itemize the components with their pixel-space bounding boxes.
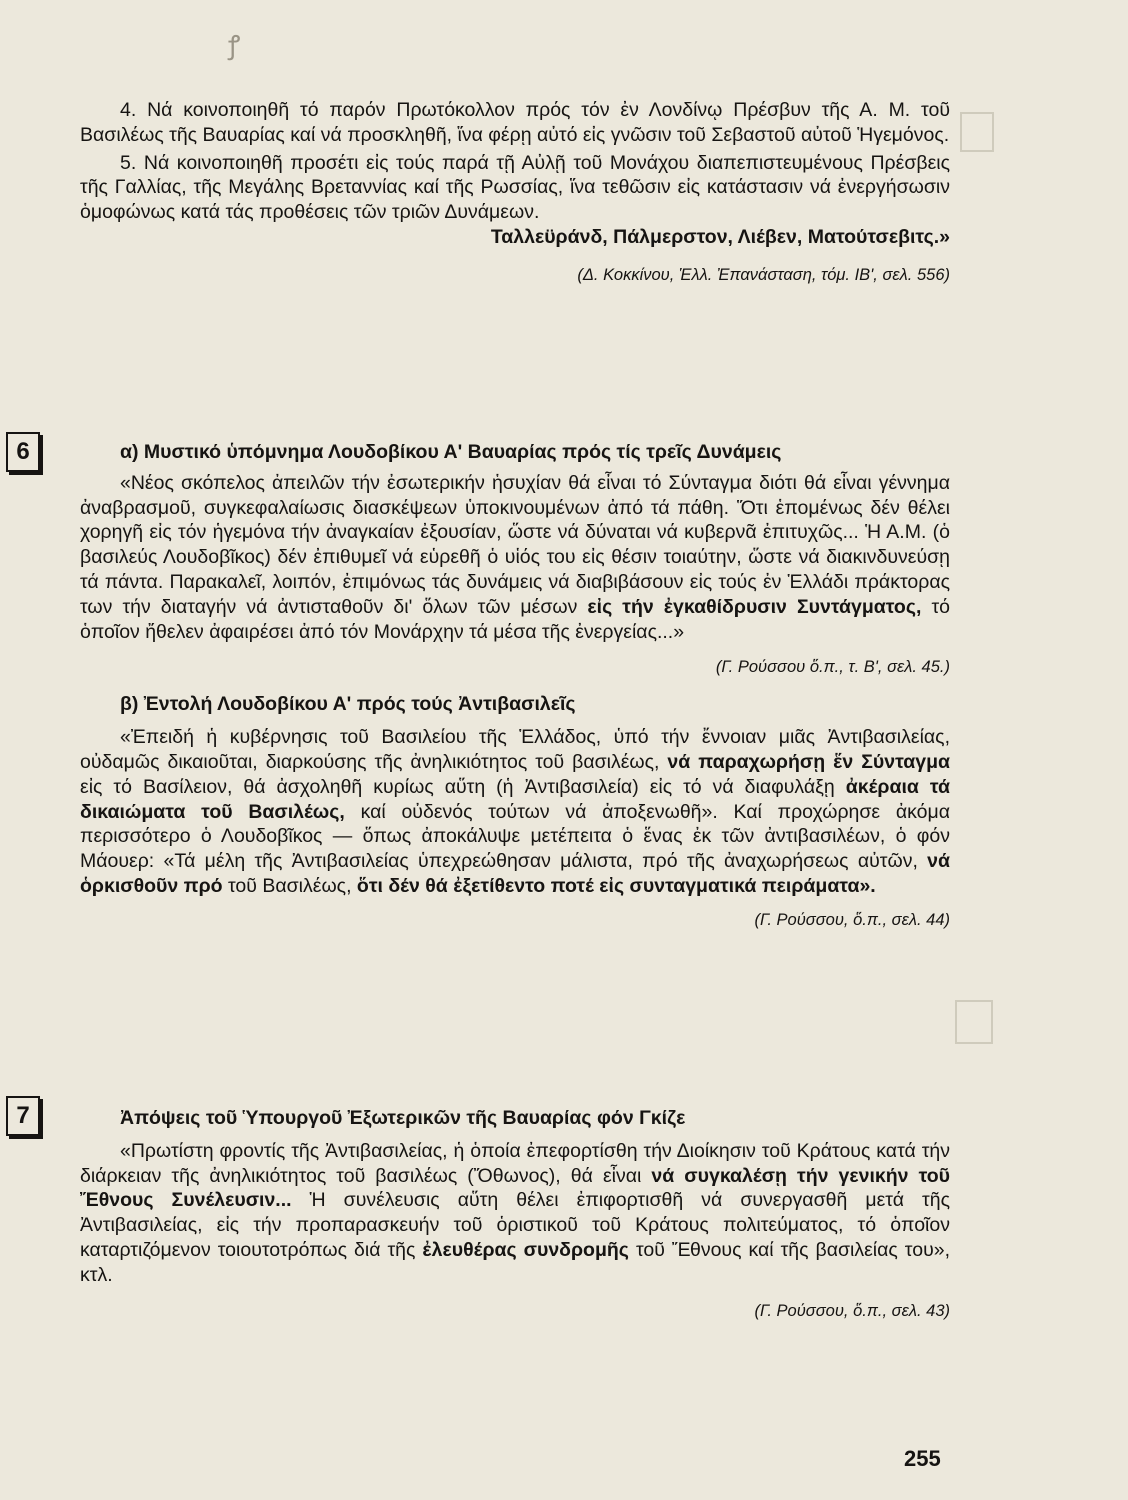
section-6b-bold-4: ὅτι δέν θά ἐξετίθεντο ποτέ εἰς συνταγματικά πειράματα». [356, 874, 876, 897]
section-6b-text-4: τοῦ Βασιλέως, [228, 874, 352, 897]
section-6a-text-end: τό ὁποῖον ἤθελεν ἀφαιρέσει ἀπό τόν Μονάρχην τά μέσα τῆς ἐνεργείας...» [80, 595, 951, 643]
section-6b-heading: β) Ἐντολή Λουδοβίκου Α' πρός τούς Ἀντιβασιλεῖς [120, 693, 576, 716]
bleed-box-8 [960, 112, 994, 152]
section-number-7: 7 [6, 1096, 40, 1136]
section-7-text-2: Ἡ συνέλευσις αὕτη θέλει ἐπιφορτισθῆ νά συνεργασθῆ μετά τῆς Ἀντιβασιλείας, εἰς τήν προπαρασκευήν τοῦ ὁριστικοῦ τοῦ Κράτους πολιτεύματος, τό ὁποῖον καταρτιζόμενον τοιουτοτρόπως διά τῆς [80, 1189, 950, 1261]
section-6a-bold: εἰς τήν ἐγκαθίδρυσιν Συντάγματος, [587, 595, 922, 618]
citation-7: (Γ. Ρούσσου, ὅ.π., σελ. 43) [754, 1301, 950, 1320]
section-7-bold-1: νά συγκαλέσῃ τήν γενικήν τοῦ Ἔθνους Συνέλευσιν... [80, 1164, 950, 1212]
signatures: Ταλλεϋράνδ, Πάλμερστον, Λιέβεν, Ματούτσεβιτς.» [490, 225, 950, 248]
bleed-box-9 [955, 1000, 993, 1044]
section-6 [80, 440, 950, 931]
section-7-text-3: τοῦ Ἔθνους καί τῆς βασιλείας του», κτλ. [80, 1238, 950, 1286]
protocol-item-4: 4. Νά κοινοποιηθῆ τό παρόν Πρωτόκολλον πρός τόν ἐν Λονδίνῳ Πρέσβυν τῆς Α. Μ. τοῦ Βασιλέως τῆς Βαυαρίας καί νά προσκληθῆ, ἵνα φέρῃ αὐτό εἰς γνῶσιν τοῦ Σεβαστοῦ αὐτοῦ Ἡγεμόνος. [80, 99, 950, 146]
section-6b-text-1: «Ἐπειδή ἡ κυβέρνησις τοῦ Βασιλείου τῆς Ἑλλάδος, ὑπό τήν ἔννοιαν μιᾶς Ἀντιβασιλείας, οὐδαμῶς δικαιοῦται, διαρκούσης τῆς ἀνηλικιότητος τοῦ βασιλέως, [80, 726, 950, 773]
citation-6a: (Γ. Ρούσσου ὅ.π., τ. Β', σελ. 45.) [715, 658, 950, 677]
section-7-text-1: «Πρωτίστη φροντίς τῆς Ἀντιβασιλείας, ἡ ὁποία ἐπεφορτίσθη τήν Διοίκησιν τοῦ Κράτους κατά τήν διάρκειαν τῆς ἀνηλικιότητος τοῦ βασιλέως (Ὄθωνος), θά εἶναι [80, 1139, 950, 1187]
section-7-text [80, 1139, 950, 1288]
section-number-6: 6 [6, 432, 40, 472]
section-6b-bold-1: νά παραχωρήσῃ ἕν Σύνταγμα [667, 750, 950, 773]
top-block [80, 98, 950, 286]
section-7-heading: Ἀπόψεις τοῦ Ὑπουργοῦ Ἐξωτερικῶν τῆς Βαυαρίας φόν Γκίζε [120, 1107, 686, 1129]
corner-scribble: ꝭ [228, 30, 241, 60]
section-6a-text-main: «Νέος σκόπελος ἀπειλῶν τήν ἐσωτερικήν ἡσυχίαν θά εἶναι τό Σύνταγμα διότι θά εἶναι γέννημα ἀναβρασμοῦ, συγκεφαλαίωσις διασκέψεων ὑποκινουμένων ἀπό τά πάθη. Ὅτι ἑπομένως δέν θέλει χορηγῆ εἰς τόν ἡγεμόνα τήν ἀναγκαίαν ἐξουσίαν, ὥστε νά δύναται νά κυβερνᾶ ἐπιτυχῶς... Ἡ Α.Μ. (ὁ βασιλεύς Λουδοβῖκος) δέν ἐπιθυμεῖ νά εὑρεθῆ ὁ υἱός του εἰς θέσιν τοιαύτην, ὥστε νά διακινδυνεύσῃ τά πάντα. Παρακαλεῖ, λοιπόν, ἐπιμόνως τάς δυνάμεις νά διαβιβάσουν εἰς τούς ἐν Ἑλλάδι πράκτορας των τήν διαταγήν νά ἀντισταθοῦν δι' ὅλων τῶν μέσων [80, 471, 950, 618]
citation-6b: (Γ. Ρούσσου, ὅ.π., σελ. 44) [754, 910, 950, 929]
section-6a-text [80, 471, 950, 645]
section-6b-bold-3: νά ὁρκισθοῦν πρό [80, 850, 950, 897]
section-6a-heading: α) Μυστικό ὑπόμνημα Λουδοβίκου Α' Βαυαρίας πρός τίς τρεῖς Δυνάμεις [120, 441, 782, 463]
section-7 [80, 1106, 950, 1322]
page-number: 255 [904, 1446, 941, 1471]
section-6b-bold-2: ἀκέραια τά δικαιώματα τοῦ Βασιλέως, [80, 775, 950, 823]
section-6b-text-2: εἰς τό Βασίλειον, θά ἀσχοληθῆ κυρίως αὕτη (ἡ Ἀντιβασιλεία) εἰς τό νά διαφυλάξῃ [80, 775, 835, 798]
protocol-item-5: 5. Νά κοινοποιηθῆ προσέτι εἰς τούς παρά τῇ Αὐλῇ τοῦ Μονάχου διαπεπιστευμένους Πρέσβεις τῆς Γαλλίας, τῆς Μεγάλης Βρεταννίας καί τῆς Ρωσσίας, ἵνα τεθῶσιν εἰς κατάστασιν νά ἐνεργήσωσιν ὁμοφώνως κατά τάς προθέσεις τῶν τριῶν Δυνάμεων. [80, 151, 950, 224]
section-6b-text-3: καί οὐδενός τούτων νά ἀποξενωθῆ». Καί προχώρησε ἀκόμα περισσότερο ὁ Λουδοβῖκος — ὅπως ἀποκάλυψε μετέπειτα ὁ ἕνας ἐκ τῶν ἀντιβασιλέων, ὁ φόν Μάουερ: «Τά μέλη τῆς Ἀντιβασιλείας ὑπεχρεώθησαν μάλιστα, πρό τῆς ἀναχωρήσεως αὐτῶν, [80, 800, 950, 873]
citation-kokkinos: (Δ. Κοκκίνου, Ἑλλ. Ἐπανάσταση, τόμ. ΙΒ', σελ. 556) [577, 265, 950, 284]
section-6b-text [80, 725, 950, 899]
section-7-bold-2: ἐλευθέρας συνδρομῆς [422, 1238, 629, 1261]
